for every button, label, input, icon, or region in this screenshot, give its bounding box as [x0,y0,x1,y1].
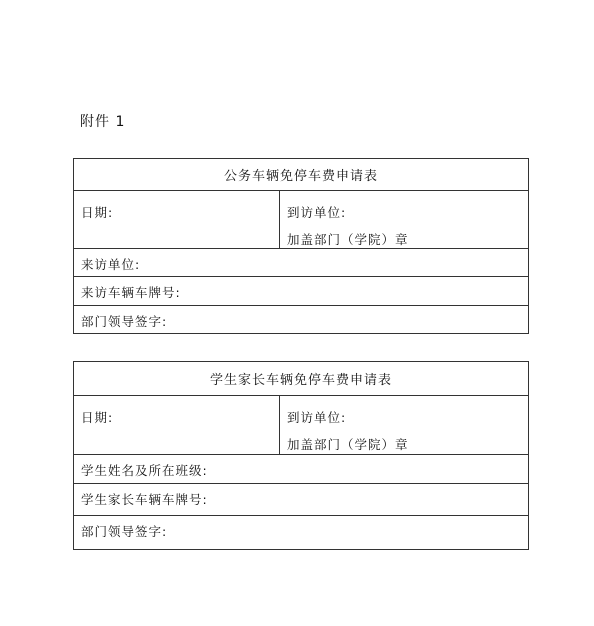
date-label: 日期: [81,205,114,220]
date-field[interactable] [74,396,280,455]
stamp-label: 加盖部门（学院）章 [287,232,409,247]
visit-unit-label: 到访单位: [287,410,347,425]
visit-unit-field[interactable] [280,396,529,455]
student-name-class-label: 学生姓名及所在班级: [81,463,208,478]
parent-plate-number-label: 学生家长车辆车牌号: [81,492,208,507]
parent-plate-number-field[interactable] [74,484,529,516]
attachment-label: 附件 1 [80,114,126,130]
visiting-unit-label: 来访单位: [81,257,141,272]
date-field[interactable] [74,191,280,249]
leader-signature-label: 部门领导签字: [81,314,168,329]
form-title: 公务车辆免停车费申请表 [74,159,529,191]
leader-signature-field[interactable] [74,306,529,334]
leader-signature-field[interactable] [74,516,529,550]
plate-number-field[interactable] [74,277,529,306]
official-vehicle-form [73,158,529,334]
leader-signature-label: 部门领导签字: [81,524,168,539]
plate-number-label: 来访车辆车牌号: [81,285,181,300]
student-name-class-field[interactable] [74,455,529,484]
stamp-label: 加盖部门（学院）章 [287,437,409,452]
parent-vehicle-form [73,361,529,550]
date-label: 日期: [81,410,114,425]
visit-unit-label: 到访单位: [287,205,347,220]
visiting-unit-field[interactable] [74,249,529,277]
visit-unit-field[interactable] [280,191,529,249]
form-title: 学生家长车辆免停车费申请表 [74,362,529,396]
